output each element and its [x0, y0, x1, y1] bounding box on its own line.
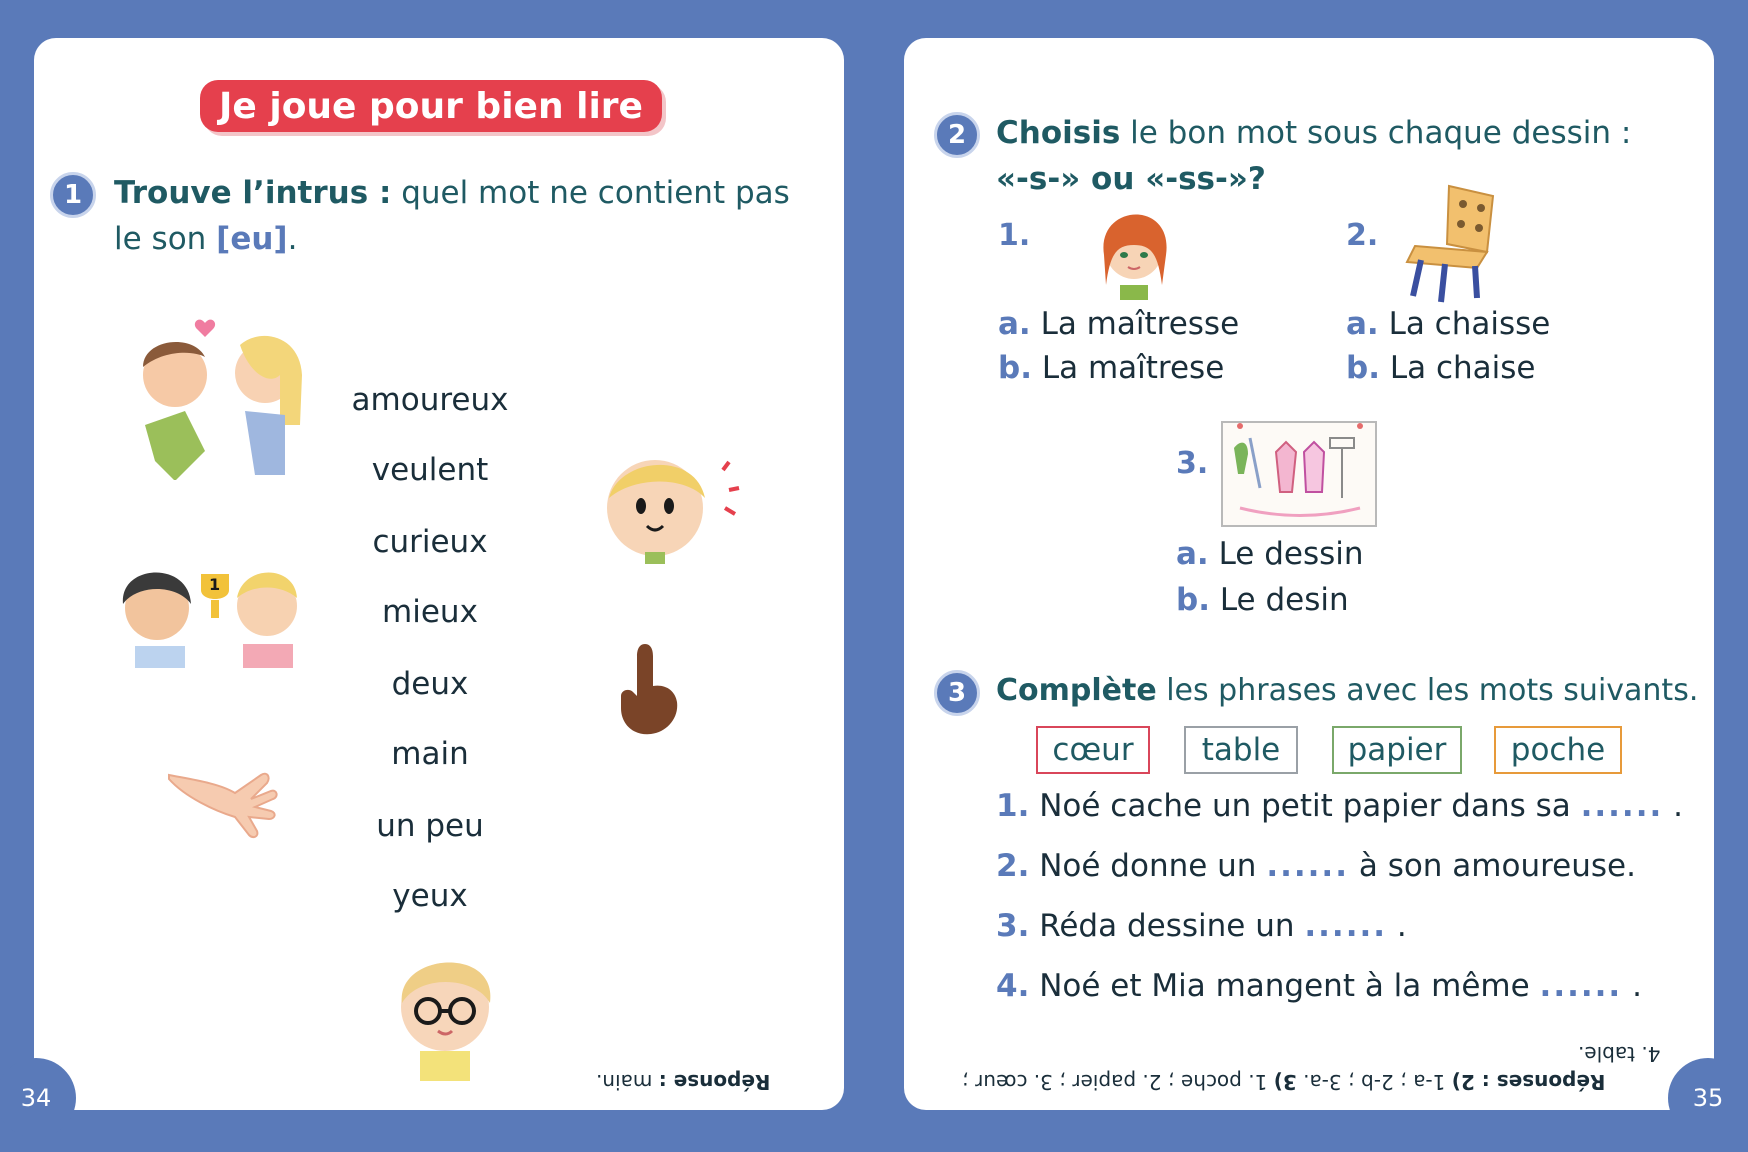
answer-label: Réponse : [658, 1070, 771, 1094]
instruction-bold: Trouve l’intrus : [114, 175, 392, 211]
page-title: Je joue pour bien lire [200, 80, 662, 132]
word-bank-poche: poche [1494, 726, 1622, 774]
sentence-after: . [1387, 908, 1407, 944]
sentence-after: à son amoureuse. [1348, 848, 1636, 884]
word-item: yeux [392, 878, 468, 914]
choice-letter: a. [998, 306, 1031, 342]
kissing-children-illustration [115, 315, 315, 480]
answer-upside-down [596, 1070, 770, 1094]
chair-illustration [1405, 180, 1505, 305]
word-item: veulent [371, 452, 489, 488]
sentence-2 [996, 848, 1636, 884]
sound-label: [eu] [216, 221, 288, 257]
choice-2b[interactable] [1346, 350, 1535, 386]
exercise-1-badge: 1 [50, 172, 96, 218]
blank-dots[interactable]: ...... [1266, 848, 1349, 884]
trophy-digit: 1 [209, 575, 221, 594]
blank-dots[interactable]: ...... [1304, 908, 1388, 944]
instruction-line2-prefix: le son [114, 221, 217, 257]
item-number: 2. [1346, 218, 1379, 253]
sentence-after: . [1663, 788, 1683, 824]
instruction-rest: quel mot ne contient pas [391, 175, 790, 211]
instruction-rest: les phrases avec les mots suivants. [1156, 673, 1699, 708]
pointing-finger-illustration [615, 640, 695, 740]
choice-letter: a. [1346, 306, 1379, 342]
sentence-before: Réda dessine un [1029, 908, 1305, 944]
choice-3a[interactable] [1176, 536, 1364, 572]
sentence-3 [996, 908, 1407, 944]
choice-2a[interactable] [1346, 306, 1550, 342]
sentence-before: Noé et Mia mangent à la même [1029, 968, 1540, 1004]
answers-part3: 1. poche ; 2. papier ; 3. cœur ; [962, 1070, 1274, 1094]
drawing-illustration [1220, 418, 1380, 530]
choice-text: Le desin [1219, 582, 1349, 618]
sentence-4 [996, 968, 1642, 1004]
answer-text: main. [596, 1070, 659, 1094]
page-number-left: 34 [0, 1058, 76, 1138]
exercise-3-instruction [996, 668, 1716, 714]
sentence-number: 2. [996, 848, 1030, 884]
sentence-1 [996, 788, 1683, 824]
choice-text: La maîtresse [1040, 306, 1240, 342]
word-item: un peu [376, 808, 484, 844]
exercise-2-badge: 2 [934, 112, 980, 158]
blank-dots[interactable]: ...... [1580, 788, 1664, 824]
children-trophy-illustration [115, 550, 305, 670]
choice-1a[interactable] [998, 306, 1239, 342]
instruction-line2-suffix: . [287, 221, 298, 257]
choice-letter: b. [998, 350, 1032, 386]
choice-text: La maîtrese [1041, 350, 1225, 386]
choice-1b[interactable] [998, 350, 1224, 386]
sentence-before: Noé cache un petit papier dans sa [1029, 788, 1581, 824]
choice-3b[interactable] [1176, 582, 1349, 618]
exercise-1-instruction [114, 170, 794, 262]
hand-illustration [165, 755, 280, 845]
instruction-rest: le bon mot sous chaque dessin : [1120, 115, 1632, 151]
choice-letter: a. [1176, 536, 1209, 572]
word-bank-papier: papier [1332, 726, 1462, 774]
page-number-right: 35 [1668, 1058, 1748, 1138]
answers-line2-upside-down: 4. table. [1578, 1042, 1661, 1066]
exercise-3-badge: 3 [934, 670, 980, 716]
word-item: mieux [382, 594, 478, 630]
instruction-bold: Choisis [996, 115, 1121, 151]
sentence-after: . [1622, 968, 1642, 1004]
choice-letter: b. [1176, 582, 1210, 618]
word-item: amoureux [351, 382, 509, 418]
instruction-line2: «-s-» ou «-ss-»? [996, 161, 1266, 197]
item-number: 1. [998, 218, 1031, 253]
item-number: 3. [1176, 446, 1209, 481]
sentence-number: 4. [996, 968, 1030, 1004]
word-item: curieux [372, 524, 488, 560]
child-glasses-illustration [390, 945, 500, 1085]
answers-part2: 1-a ; 2-b ; 3-a. [1296, 1070, 1452, 1094]
answers-part3-label: 3) [1273, 1070, 1297, 1094]
blank-dots[interactable]: ...... [1539, 968, 1623, 1004]
sentence-before: Noé donne un [1029, 848, 1267, 884]
word-bank-table: table [1184, 726, 1298, 774]
answers-label: Réponses : 2) [1451, 1070, 1606, 1094]
word-item: deux [391, 666, 469, 702]
word-bank-coeur: cœur [1036, 726, 1150, 774]
curious-child-illustration [595, 450, 745, 565]
choice-letter: b. [1346, 350, 1380, 386]
sentence-number: 1. [996, 788, 1030, 824]
teacher-illustration [1098, 205, 1170, 300]
choice-text: La chaisse [1388, 306, 1551, 342]
exercise-2-instruction [996, 110, 1716, 202]
sentence-number: 3. [996, 908, 1030, 944]
choice-text: La chaise [1389, 350, 1536, 386]
word-item: main [391, 736, 469, 772]
choice-text: Le dessin [1218, 536, 1364, 572]
instruction-bold: Complète [996, 673, 1157, 708]
answers-line1-upside-down [962, 1070, 1605, 1094]
